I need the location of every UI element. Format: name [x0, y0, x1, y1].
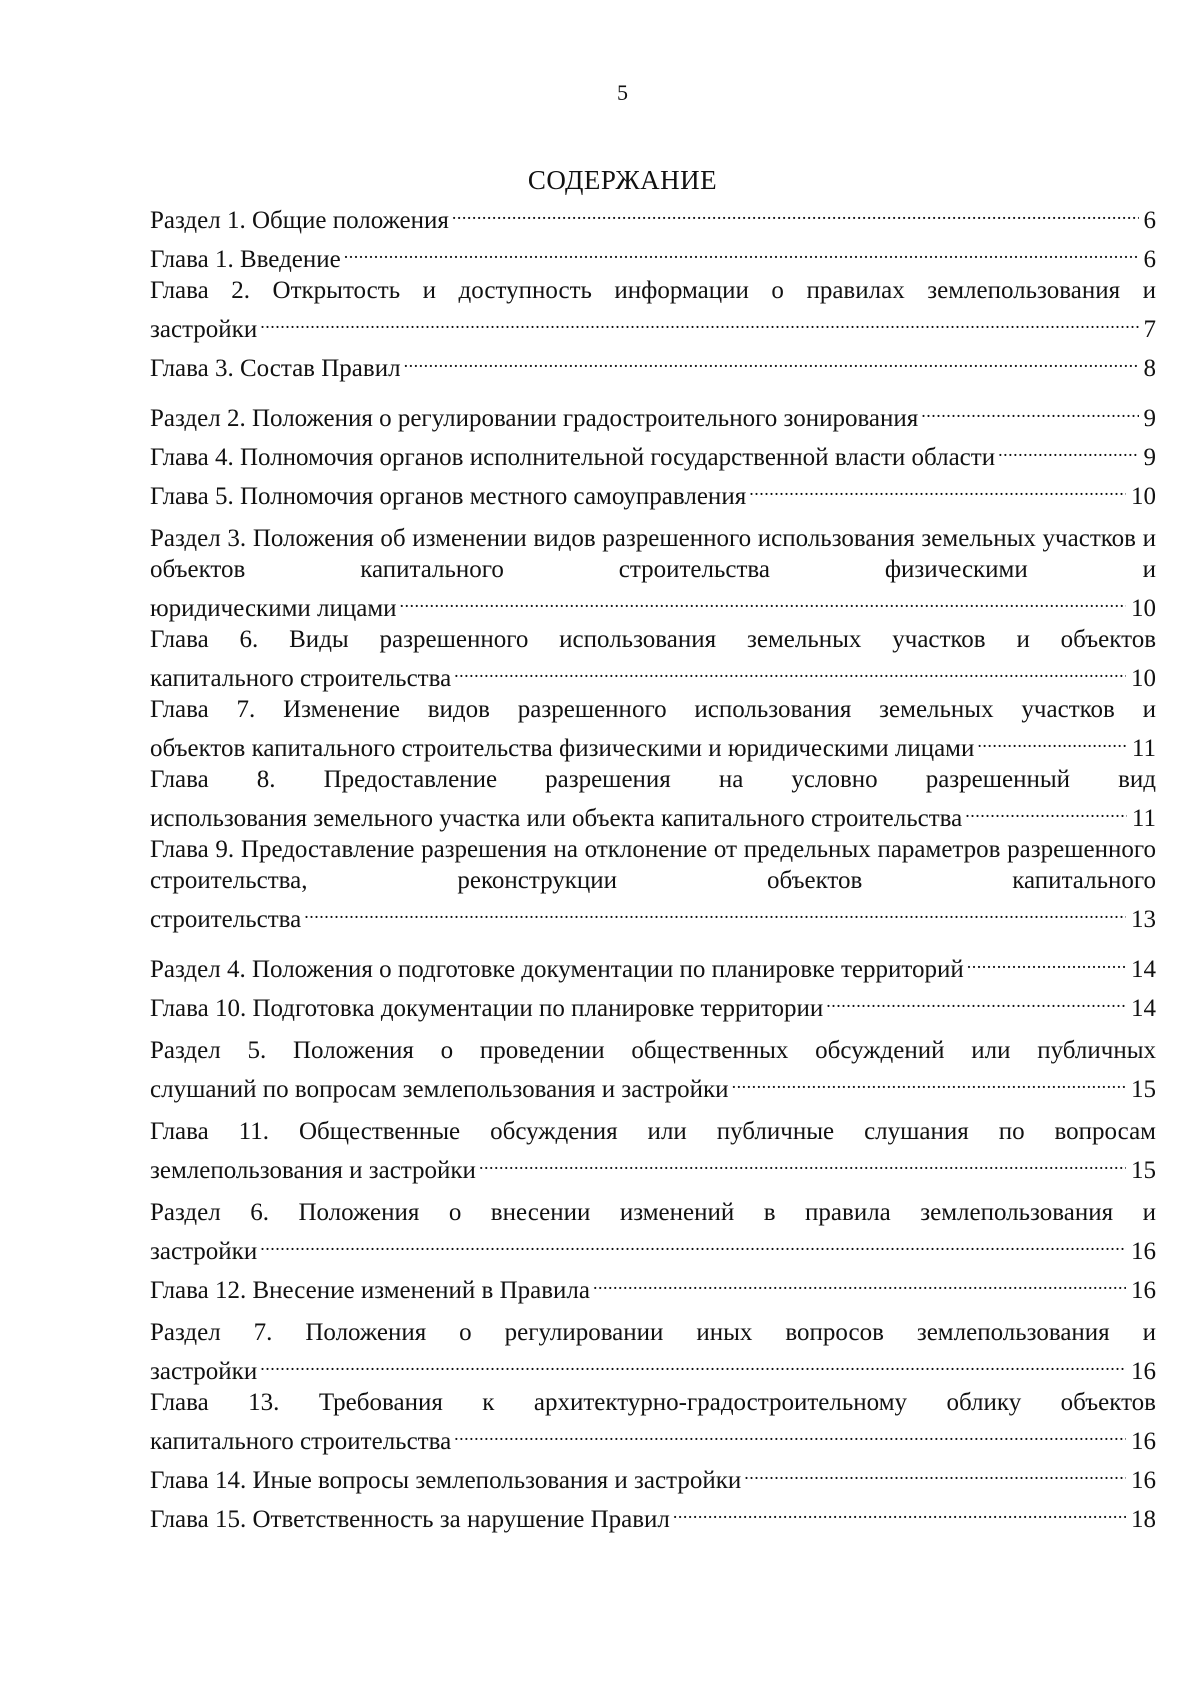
toc-entry-page-number: 9: [1143, 444, 1156, 471]
toc-entry-page-number: 11: [1131, 805, 1156, 832]
toc-entry-page-number: 16: [1131, 1238, 1156, 1265]
dot-leader: [732, 1066, 1126, 1097]
toc-entry-line: [150, 896, 1156, 935]
toc-entry-title: застройки: [150, 316, 258, 343]
toc-entry-line: [150, 725, 1156, 764]
toc-entry-title: капитального строительства: [150, 665, 452, 692]
toc-entry: [150, 1035, 1156, 1105]
toc-entry-title: Раздел 1. Общие положения: [150, 207, 449, 234]
toc-entry-page-number: 10: [1131, 665, 1156, 692]
toc-entry: [150, 523, 1156, 624]
toc-entry-page-number: 18: [1131, 1506, 1156, 1533]
toc-entry: [150, 624, 1156, 694]
toc-entry-title: юридическими лицами: [150, 595, 397, 622]
dot-leader: [593, 1267, 1126, 1298]
toc-entry: [150, 764, 1156, 834]
toc-entry-lead-text: Раздел 3. Положения об изменении видов разрешенного использования земельных участков и объектов капитального строительства физическими и: [150, 525, 1156, 583]
toc-entry: [150, 946, 1156, 985]
dot-leader: [967, 946, 1126, 977]
toc-entry-page-number: 16: [1131, 1428, 1156, 1455]
toc-entry-line: [150, 655, 1156, 694]
dot-leader: [921, 395, 1138, 426]
dot-leader: [749, 473, 1126, 504]
table-of-contents: [150, 197, 1156, 1535]
toc-entry-lead-text: Глава 8. Предоставление разрешения на условно разрешенный вид: [150, 766, 1156, 793]
toc-entry-line: [150, 1228, 1156, 1267]
toc-entry-line: [150, 1147, 1156, 1186]
toc-entry-lead-text: Глава 7. Изменение видов разрешенного использования земельных участков и: [150, 696, 1156, 723]
toc-entry-lead-text: Глава 9. Предоставление разрешения на отклонение от предельных параметров разрешенного строительства, реконструкции объектов капитального: [150, 836, 1156, 894]
dot-leader: [260, 1228, 1126, 1259]
toc-entry-title: объектов капитального строительства физическими и юридическими лицами: [150, 735, 975, 762]
toc-entry-title: слушаний по вопросам землепользования и застройки: [150, 1076, 729, 1103]
toc-entry-title: Глава 3. Состав Правил: [150, 355, 401, 382]
toc-entry: [150, 1116, 1156, 1186]
toc-entry-page-number: 16: [1131, 1277, 1156, 1304]
toc-entry-line: [150, 395, 1156, 434]
dot-leader: [744, 1457, 1126, 1488]
dot-leader: [344, 236, 1139, 267]
toc-entry-line: [150, 1457, 1156, 1496]
dot-leader: [454, 1418, 1126, 1449]
toc-entry-line: [150, 985, 1156, 1024]
toc-entry-line: [150, 946, 1156, 985]
toc-entry: [150, 345, 1156, 384]
toc-entry: [150, 1197, 1156, 1267]
dot-leader: [454, 655, 1126, 686]
toc-entry-title: Глава 1. Введение: [150, 246, 341, 273]
toc-entry: [150, 834, 1156, 935]
toc-entry-title: Раздел 4. Положения о подготовке документации по планировке территорий: [150, 956, 964, 983]
toc-entry: [150, 395, 1156, 434]
toc-entry-line: [150, 1267, 1156, 1306]
toc-entry-page-number: 6: [1143, 246, 1156, 273]
toc-entry-lead-text: Раздел 5. Положения о проведении общественных обсуждений или публичных: [150, 1037, 1156, 1064]
toc-entry-lead-text: Глава 2. Открытость и доступность информации о правилах землепользования и: [150, 277, 1156, 304]
toc-entry-page-number: 14: [1131, 995, 1156, 1022]
dot-leader: [965, 795, 1127, 826]
toc-entry: [150, 694, 1156, 764]
toc-entry-line: [150, 1496, 1156, 1535]
toc-entry-line: [150, 1066, 1156, 1105]
toc-entry-page-number: 15: [1131, 1076, 1156, 1103]
toc-entry-page-number: 14: [1131, 956, 1156, 983]
toc-title: СОДЕРЖАНИЕ: [527, 165, 718, 195]
dot-leader: [673, 1496, 1126, 1527]
toc-entry-title: Глава 15. Ответственность за нарушение Правил: [150, 1506, 670, 1533]
dot-leader: [479, 1147, 1126, 1178]
toc-entry-line: [150, 197, 1156, 236]
toc-entry: [150, 1457, 1156, 1496]
toc-entry-line: [150, 345, 1156, 384]
toc-entry-title: Глава 10. Подготовка документации по планировке территории: [150, 995, 824, 1022]
toc-entry-lead-text: Раздел 6. Положения о внесении изменений в правила землепользования и: [150, 1199, 1156, 1226]
toc-entry-lead-text: Глава 11. Общественные обсуждения или публичные слушания по вопросам: [150, 1118, 1156, 1145]
toc-entry-line: [150, 1348, 1156, 1387]
dot-leader: [826, 985, 1126, 1016]
toc-entry: [150, 275, 1156, 345]
toc-entry-line: [150, 1418, 1156, 1457]
toc-entry-page-number: 9: [1143, 405, 1156, 432]
page-number: 5: [617, 80, 628, 105]
dot-leader: [977, 725, 1127, 756]
dot-leader: [404, 345, 1139, 376]
dot-leader: [304, 896, 1126, 927]
toc-entry-title: капитального строительства: [150, 1428, 452, 1455]
toc-entry-title: Раздел 2. Положения о регулировании градостроительного зонирования: [150, 405, 919, 432]
toc-entry-title: использования земельного участка или объекта капитального строительства: [150, 805, 963, 832]
toc-entry: [150, 985, 1156, 1024]
dot-leader: [998, 434, 1138, 465]
toc-entry-lead-text: Глава 13. Требования к архитектурно-градостроительному облику объектов: [150, 1389, 1156, 1416]
toc-entry-line: [150, 473, 1156, 512]
toc-entry-title: Глава 5. Полномочия органов местного самоуправления: [150, 483, 747, 510]
toc-entry-title: застройки: [150, 1238, 258, 1265]
toc-entry-page-number: 13: [1131, 906, 1156, 933]
dot-leader: [260, 1348, 1126, 1379]
toc-entry-line: [150, 585, 1156, 624]
toc-entry-page-number: 6: [1143, 207, 1156, 234]
toc-entry-page-number: 11: [1131, 735, 1156, 762]
dot-leader: [400, 585, 1126, 616]
toc-entry-title: Глава 4. Полномочия органов исполнительной государственной власти области: [150, 444, 996, 471]
dot-leader: [452, 197, 1139, 228]
toc-entry: [150, 434, 1156, 473]
toc-entry-page-number: 10: [1131, 595, 1156, 622]
toc-entry: [150, 197, 1156, 236]
toc-entry-page-number: 8: [1143, 355, 1156, 382]
toc-entry-line: [150, 795, 1156, 834]
toc-entry: [150, 1496, 1156, 1535]
toc-entry-line: [150, 434, 1156, 473]
toc-entry: [150, 236, 1156, 275]
toc-entry-page-number: 16: [1131, 1467, 1156, 1494]
toc-entry-title: застройки: [150, 1358, 258, 1385]
toc-entry-title: Глава 12. Внесение изменений в Правила: [150, 1277, 590, 1304]
toc-entry: [150, 1267, 1156, 1306]
toc-entry-title: землепользования и застройки: [150, 1157, 476, 1184]
toc-entry: [150, 473, 1156, 512]
toc-entry-line: [150, 236, 1156, 275]
toc-entry-line: [150, 306, 1156, 345]
toc-entry-lead-text: Глава 6. Виды разрешенного использования земельных участков и объектов: [150, 626, 1156, 653]
toc-entry-page-number: 15: [1131, 1157, 1156, 1184]
toc-entry: [150, 1317, 1156, 1387]
toc-entry-title: Глава 14. Иные вопросы землепользования и застройки: [150, 1467, 742, 1494]
dot-leader: [260, 306, 1138, 337]
toc-entry-page-number: 7: [1143, 316, 1156, 343]
toc-entry-page-number: 16: [1131, 1358, 1156, 1385]
toc-entry-lead-text: Раздел 7. Положения о регулировании иных вопросов землепользования и: [150, 1319, 1156, 1346]
toc-entry-title: строительства: [150, 906, 302, 933]
toc-entry-page-number: 10: [1131, 483, 1156, 510]
toc-entry: [150, 1387, 1156, 1457]
